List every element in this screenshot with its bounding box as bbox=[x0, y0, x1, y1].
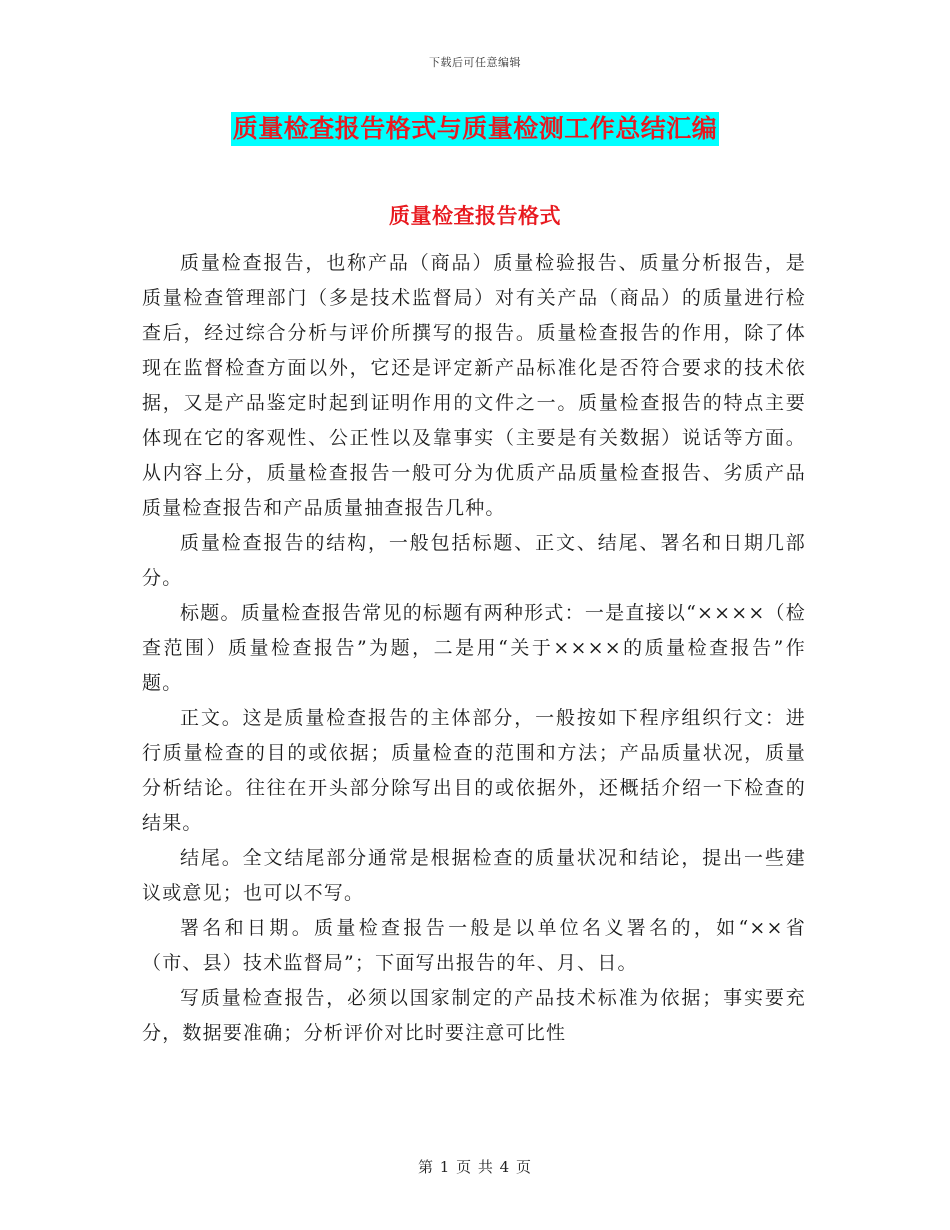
body-paragraph: 质量检查报告的结构，一般包括标题、正文、结尾、署名和日期几部分。 bbox=[142, 532, 806, 589]
section-heading: 质量检查报告格式 bbox=[389, 203, 561, 228]
body-paragraph: 署名和日期。质量检查报告一般是以单位名义署名的，如“××省（市、县）技术监督局”；下面写出报告的年、月、日。 bbox=[142, 917, 806, 974]
document-title-container bbox=[0, 112, 950, 146]
body-paragraph: 结尾。全文结尾部分通常是根据检查的质量状况和结论，提出一些建议或意见；也可以不写。 bbox=[142, 847, 806, 904]
page-header-note: 下载后可任意编辑 bbox=[429, 56, 521, 69]
body-paragraph: 写质量检查报告，必须以国家制定的产品技术标准为依据；事实要充分，数据要准确；分析评价对比时要注意可比性 bbox=[142, 987, 806, 1044]
body-paragraph: 标题。质量检查报告常见的标题有两种形式：一是直接以“××××（检查范围）质量检查报告”为题，二是用“关于××××的质量检查报告”作题。 bbox=[142, 602, 806, 694]
document-title: 质量检查报告格式与质量检测工作总结汇编 bbox=[231, 112, 720, 146]
body-paragraph: 质量检查报告，也称产品（商品）质量检验报告、质量分析报告，是质量检查管理部门（多是技术监督局）对有关产品（商品）的质量进行检查后，经过综合分析与评价所撰写的报告。质量检查报告的作用，除了体现在监督检查方面以外，它还是评定新产品标准化是否符合要求的技术依据，又是产品鉴定时起到证明作用的文件之一。质量检查报告的特点主要体现在它的客观性、公正性以及靠事实（主要是有关数据）说话等方面。从内容上分，质量检查报告一般可分为优质产品质量检查报告、劣质产品质量检查报告和产品质量抽查报告几种。 bbox=[142, 252, 806, 519]
body-paragraph: 正文。这是质量检查报告的主体部分，一般按如下程序组织行文：进行质量检查的目的或依据；质量检查的范围和方法；产品质量状况，质量分析结论。往往在开头部分除写出目的或依据外，还概括介绍一下检查的结果。 bbox=[142, 707, 806, 834]
page-footer: 第 1 页 共 4 页 bbox=[418, 1158, 532, 1176]
document-body bbox=[142, 246, 806, 1051]
